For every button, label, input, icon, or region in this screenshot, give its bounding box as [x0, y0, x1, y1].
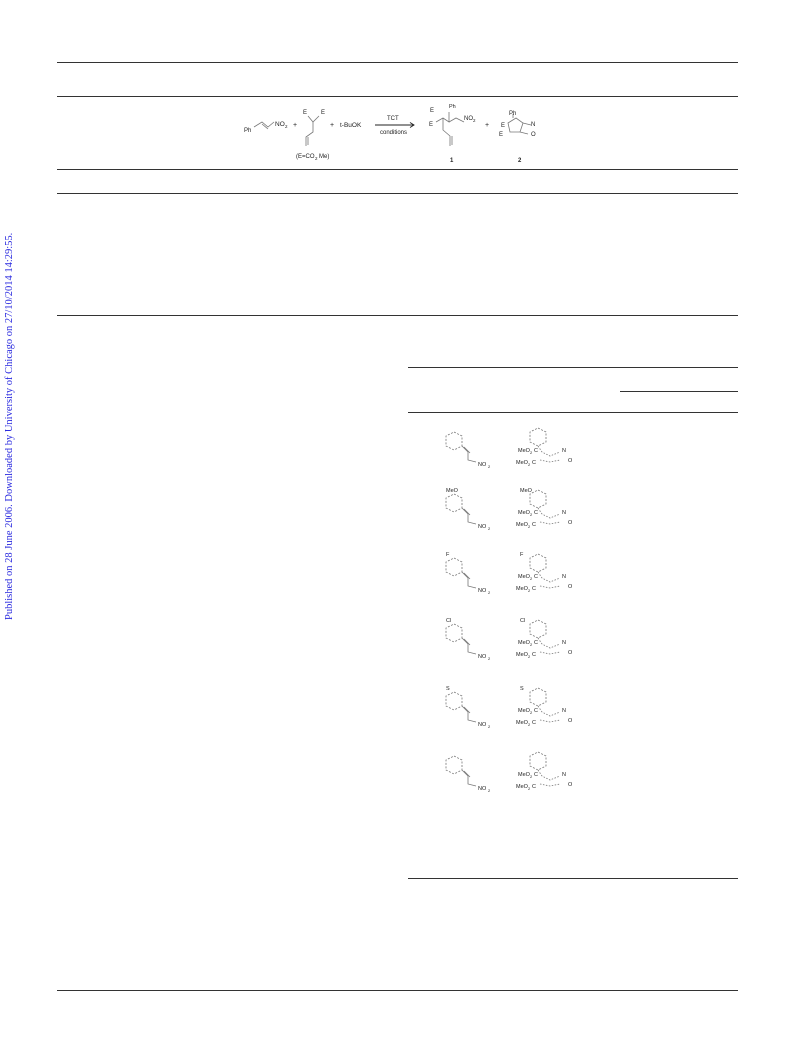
svg-text:+: + [485, 122, 490, 129]
table1-columnhead-rule [57, 193, 738, 194]
product-substituent: S [520, 686, 524, 692]
table1-header-rule [57, 96, 738, 97]
scheme-arrow-top: TCT [387, 116, 399, 122]
substrate-substituent: MeO [446, 488, 458, 494]
svg-text:C: C [534, 640, 538, 646]
product-ester-2: MeO [516, 720, 528, 726]
svg-text:2: 2 [285, 124, 288, 129]
svg-text:2: 2 [528, 722, 531, 727]
product-n: N [562, 772, 566, 778]
svg-text:2: 2 [473, 118, 476, 123]
svg-text:2: 2 [528, 786, 531, 791]
product-substituent: Cl [520, 618, 526, 624]
table-row [410, 744, 580, 806]
svg-text:2: 2 [530, 774, 533, 779]
product-n: N [562, 510, 566, 516]
substrate-no2: NO [478, 524, 487, 530]
product-1-label: 1 [450, 158, 454, 164]
svg-text:2: 2 [315, 156, 318, 161]
substrate-substituent: Cl [446, 618, 452, 624]
svg-text:C: C [532, 586, 536, 592]
svg-text:C: C [532, 652, 536, 658]
svg-text:+: + [293, 122, 298, 129]
svg-text:2: 2 [488, 526, 491, 531]
substrate-substituent: S [446, 686, 450, 692]
page-footer-rule [57, 990, 738, 991]
product-ester-2: MeO [516, 652, 528, 658]
product-ester-1: MeO [518, 708, 530, 714]
product-2-label: 2 [518, 158, 522, 164]
product-ester-1: MeO [518, 640, 530, 646]
svg-text:2: 2 [530, 450, 533, 455]
svg-text:E: E [303, 110, 308, 116]
product-o: O [568, 718, 573, 724]
table1-bottom-rule [57, 315, 738, 316]
product-ester-1: MeO [518, 448, 530, 454]
svg-text:E: E [499, 132, 504, 138]
svg-text:2: 2 [488, 590, 491, 595]
product-o: O [568, 458, 573, 464]
product-ester-2: MeO [516, 460, 528, 466]
svg-text:2: 2 [488, 788, 491, 793]
table-row [410, 680, 580, 742]
svg-text:C: C [534, 708, 538, 714]
svg-text:2: 2 [528, 588, 531, 593]
product-o: O [568, 584, 573, 590]
scheme-base: t-BuOK [340, 122, 362, 129]
svg-text:C: C [534, 448, 538, 454]
product-ester-1: MeO [518, 574, 530, 580]
svg-text:2: 2 [528, 462, 531, 467]
scheme-ph-label: Ph [244, 128, 252, 134]
substrate-no2: NO [478, 722, 487, 728]
svg-text:2: 2 [530, 642, 533, 647]
svg-text:E: E [429, 122, 434, 128]
svg-text:C: C [532, 522, 536, 528]
svg-text:2: 2 [488, 724, 491, 729]
svg-text:2: 2 [488, 464, 491, 469]
table2-top-rule [408, 367, 738, 368]
svg-text:NO: NO [464, 116, 473, 122]
svg-text:C: C [532, 784, 536, 790]
svg-text:2: 2 [528, 524, 531, 529]
svg-text:2: 2 [528, 654, 531, 659]
svg-text:C: C [534, 772, 538, 778]
scheme-ester-def: (E=CO [296, 154, 315, 160]
svg-text:O: O [531, 132, 536, 138]
svg-text:Me): Me) [319, 154, 330, 160]
product-o: O [568, 782, 573, 788]
substrate-no2: NO [478, 786, 487, 792]
table1-top-rule [57, 62, 738, 63]
svg-text:C: C [534, 510, 538, 516]
product-n: N [562, 640, 566, 646]
svg-text:E: E [430, 108, 435, 114]
table2-header-rule [408, 412, 738, 413]
svg-text:Ph: Ph [509, 111, 517, 117]
substrate-no2: NO [478, 462, 487, 468]
table-row [410, 612, 580, 674]
product-o: O [568, 650, 573, 656]
reaction-scheme [238, 100, 568, 168]
product-substituent: MeO [520, 488, 532, 494]
product-n: N [562, 574, 566, 580]
product-n: N [562, 448, 566, 454]
svg-text:2: 2 [530, 512, 533, 517]
scheme-arrow-bottom: conditions [380, 130, 408, 136]
table-row [410, 546, 580, 608]
svg-text:2: 2 [530, 710, 533, 715]
svg-text:E: E [321, 110, 326, 116]
svg-text:N: N [531, 122, 536, 128]
svg-text:C: C [532, 460, 536, 466]
svg-text:E: E [501, 123, 506, 129]
substrate-substituent: F [446, 552, 450, 558]
table-row [410, 482, 580, 544]
product-ester-2: MeO [516, 522, 528, 528]
svg-text:Ph: Ph [449, 104, 456, 110]
svg-text:2: 2 [488, 656, 491, 661]
product-ester-2: MeO [516, 784, 528, 790]
product-ester-1: MeO [518, 772, 530, 778]
svg-text:2: 2 [530, 576, 533, 581]
download-watermark: Published on 28 June 2006. Downloaded by University of Chicago on 27/10/2014 14:29:55. [4, 232, 15, 620]
table2-bottom-rule [408, 878, 738, 879]
product-substituent: F [520, 552, 524, 558]
product-n: N [562, 708, 566, 714]
substrate-no2: NO [478, 588, 487, 594]
svg-text:C: C [532, 720, 536, 726]
table-row [410, 420, 580, 482]
svg-text:C: C [534, 574, 538, 580]
scheme-no2-label: NO [275, 121, 285, 128]
product-ester-1: MeO [518, 510, 530, 516]
product-o: O [568, 520, 573, 526]
product-ester-2: MeO [516, 586, 528, 592]
substrate-no2: NO [478, 654, 487, 660]
table1-scheme-bottom-rule [57, 169, 738, 170]
svg-text:+: + [330, 122, 335, 129]
table2-spanner-rule [620, 391, 738, 392]
